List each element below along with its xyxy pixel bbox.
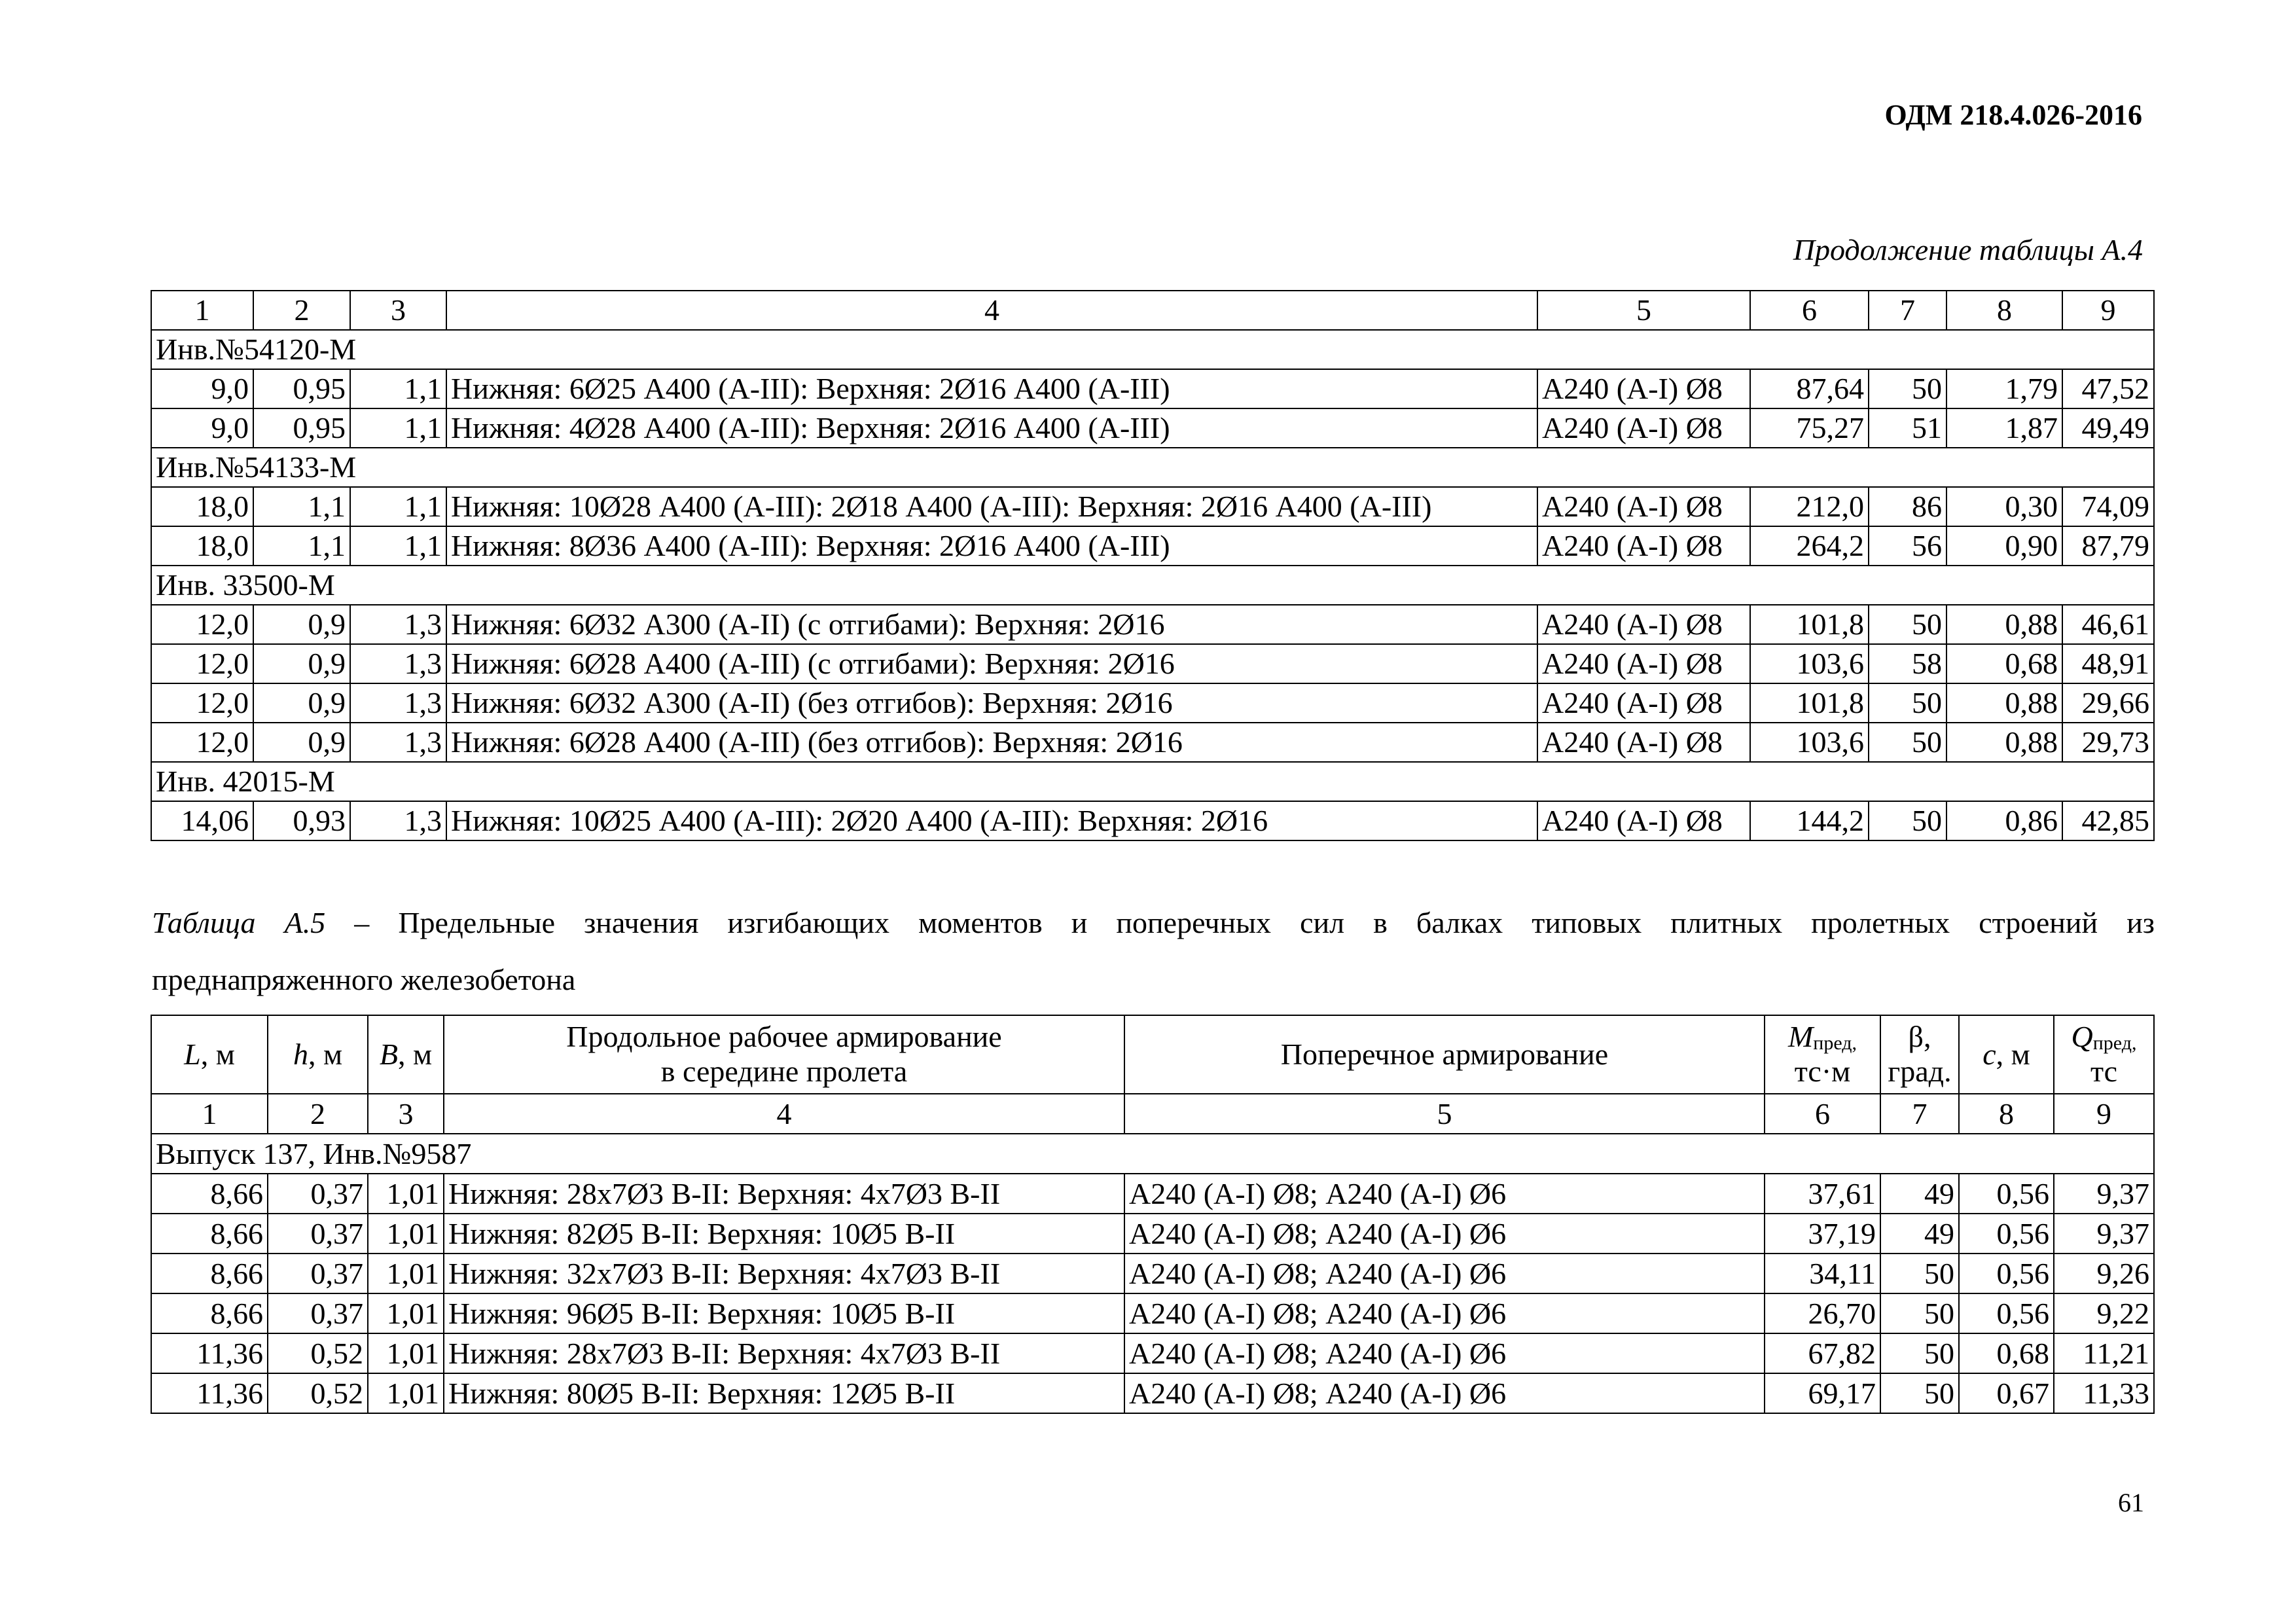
column-number: 7 xyxy=(1880,1094,1959,1134)
table-cell: 11,21 xyxy=(2054,1333,2154,1373)
table-cell: 18,0 xyxy=(151,487,253,526)
column-number: 5 xyxy=(1537,291,1750,330)
table-cell: 49 xyxy=(1880,1214,1959,1254)
table-cell: Нижняя: 28х7Ø3 В-II: Верхняя: 4х7Ø3 В-II xyxy=(444,1174,1124,1214)
table-cell: 144,2 xyxy=(1750,801,1869,840)
table-cell: 0,88 xyxy=(1946,723,2062,762)
table-row xyxy=(151,1333,2154,1373)
table-cell: 29,66 xyxy=(2062,683,2154,723)
header-beta: β, град. xyxy=(1880,1015,1959,1094)
table-cell: 26,70 xyxy=(1765,1293,1880,1333)
column-number: 2 xyxy=(253,291,350,330)
column-number: 8 xyxy=(1946,291,2062,330)
table-cell: 1,01 xyxy=(368,1373,444,1413)
table-cell: 14,06 xyxy=(151,801,253,840)
table-cell: 0,9 xyxy=(253,723,350,762)
header-c: c, м xyxy=(1959,1015,2054,1094)
column-number: 7 xyxy=(1869,291,1946,330)
header-transverse-reinforcement: Поперечное армирование xyxy=(1124,1015,1765,1094)
table-cell: 50 xyxy=(1880,1373,1959,1413)
group-title: Выпуск 137, Инв.№9587 xyxy=(151,1134,2154,1174)
column-number: 2 xyxy=(268,1094,368,1134)
table-cell: Нижняя: 28х7Ø3 В-II: Верхняя: 4х7Ø3 В-II xyxy=(444,1333,1124,1373)
table-cell: 0,56 xyxy=(1959,1214,2054,1254)
table-row xyxy=(151,526,2154,566)
table-a5-caption-line2: преднапряженного железобетона xyxy=(152,963,576,996)
table-cell: 8,66 xyxy=(151,1214,268,1254)
table-cell: Нижняя: 10Ø28 А400 (А-III): 2Ø18 А400 (А-III): Верхняя: 2Ø16 А400 (А-III) xyxy=(446,487,1537,526)
group-title: Инв. 33500-М xyxy=(151,566,2154,605)
column-number: 3 xyxy=(350,291,446,330)
group-title: Инв.№54133-М xyxy=(151,448,2154,487)
table-cell: А240 (А-I) Ø8 xyxy=(1537,408,1750,448)
table-cell: А240 (А-I) Ø8; А240 (А-I) Ø6 xyxy=(1124,1254,1765,1293)
table-cell: 0,9 xyxy=(253,605,350,644)
column-number: 4 xyxy=(446,291,1537,330)
table-cell: 51 xyxy=(1869,408,1946,448)
table-cell: 11,36 xyxy=(151,1373,268,1413)
table-a5-caption-text: – Предельные значения изгибающих моментов и поперечных сил в балках типовых плитных пролетных строений из xyxy=(325,906,2155,939)
table-cell: 50 xyxy=(1869,683,1946,723)
table-cell: 1,01 xyxy=(368,1214,444,1254)
column-number: 9 xyxy=(2062,291,2154,330)
table-row xyxy=(151,605,2154,644)
table-cell: Нижняя: 6Ø28 А400 (А-III) (без отгибов): Верхняя: 2Ø16 xyxy=(446,723,1537,762)
header-M-limit: Mпред, тс·м xyxy=(1765,1015,1880,1094)
table-cell: 9,37 xyxy=(2054,1214,2154,1254)
table-cell: 47,52 xyxy=(2062,369,2154,408)
table-row xyxy=(151,487,2154,526)
table-cell: 49 xyxy=(1880,1174,1959,1214)
table-a5-caption xyxy=(152,905,2155,940)
table-row xyxy=(151,644,2154,683)
table-cell: 12,0 xyxy=(151,644,253,683)
table-cell: 46,61 xyxy=(2062,605,2154,644)
table-cell: А240 (А-I) Ø8 xyxy=(1537,369,1750,408)
table-cell: 1,79 xyxy=(1946,369,2062,408)
table-cell: А240 (А-I) Ø8 xyxy=(1537,801,1750,840)
table-cell: 103,6 xyxy=(1750,723,1869,762)
table-cell: Нижняя: 96Ø5 В-II: Верхняя: 10Ø5 В-II xyxy=(444,1293,1124,1333)
table-cell: 1,1 xyxy=(253,526,350,566)
group-row xyxy=(151,762,2154,801)
table-cell: 18,0 xyxy=(151,526,253,566)
column-number: 1 xyxy=(151,291,253,330)
table-cell: 1,1 xyxy=(350,487,446,526)
table-cell: Нижняя: 4Ø28 А400 (А-III): Верхняя: 2Ø16 А400 (А-III) xyxy=(446,408,1537,448)
table-a5 xyxy=(151,1015,2155,1414)
table-cell: 34,11 xyxy=(1765,1254,1880,1293)
table-cell: Нижняя: 6Ø32 А300 (А-II) (с отгибами): Верхняя: 2Ø16 xyxy=(446,605,1537,644)
table-cell: 8,66 xyxy=(151,1293,268,1333)
table-row xyxy=(151,1373,2154,1413)
header-B: B, м xyxy=(368,1015,444,1094)
table-cell: Нижняя: 6Ø32 А300 (А-II) (без отгибов): Верхняя: 2Ø16 xyxy=(446,683,1537,723)
table-cell: 9,22 xyxy=(2054,1293,2154,1333)
table-cell: 0,95 xyxy=(253,408,350,448)
table-cell: 1,1 xyxy=(350,526,446,566)
table-cell: 29,73 xyxy=(2062,723,2154,762)
table-cell: Нижняя: 82Ø5 В-II: Верхняя: 10Ø5 В-II xyxy=(444,1214,1124,1254)
table-cell: Нижняя: 10Ø25 А400 (А-III): 2Ø20 А400 (А-III): Верхняя: 2Ø16 xyxy=(446,801,1537,840)
table-cell: 0,9 xyxy=(253,683,350,723)
table-cell: Нижняя: 6Ø28 А400 (А-III) (с отгибами): Верхняя: 2Ø16 xyxy=(446,644,1537,683)
table-cell: 0,86 xyxy=(1946,801,2062,840)
table-cell: 50 xyxy=(1869,605,1946,644)
column-number: 6 xyxy=(1750,291,1869,330)
table-cell: Нижняя: 32х7Ø3 В-II: Верхняя: 4х7Ø3 В-II xyxy=(444,1254,1124,1293)
table-cell: 1,01 xyxy=(368,1333,444,1373)
table-cell: 8,66 xyxy=(151,1254,268,1293)
table-cell: 0,68 xyxy=(1959,1333,2054,1373)
table-continuation-caption: Продолжение таблицы А.4 xyxy=(1793,233,2143,266)
column-number: 9 xyxy=(2054,1094,2154,1134)
table-cell: А240 (А-I) Ø8 xyxy=(1537,723,1750,762)
table-cell: Нижняя: 80Ø5 В-II: Верхняя: 12Ø5 В-II xyxy=(444,1373,1124,1413)
table-cell: 75,27 xyxy=(1750,408,1869,448)
table-cell: 48,91 xyxy=(2062,644,2154,683)
column-number: 1 xyxy=(151,1094,268,1134)
table-cell: 56 xyxy=(1869,526,1946,566)
table-cell: 0,9 xyxy=(253,644,350,683)
table-cell: А240 (А-I) Ø8 xyxy=(1537,644,1750,683)
table-cell: 0,56 xyxy=(1959,1254,2054,1293)
header-longitudinal-reinforcement: Продольное рабочее армирование в середине пролета xyxy=(444,1015,1124,1094)
header-h: h, м xyxy=(268,1015,368,1094)
table-cell: 101,8 xyxy=(1750,683,1869,723)
column-number-row xyxy=(151,1094,2154,1134)
table-cell: А240 (А-I) Ø8; А240 (А-I) Ø6 xyxy=(1124,1373,1765,1413)
table-cell: 11,33 xyxy=(2054,1373,2154,1413)
table-a5-label: Таблица А.5 xyxy=(152,906,326,939)
table-cell: 50 xyxy=(1869,369,1946,408)
table-cell: 1,3 xyxy=(350,801,446,840)
table-cell: 0,30 xyxy=(1946,487,2062,526)
table-cell: А240 (А-I) Ø8; А240 (А-I) Ø6 xyxy=(1124,1333,1765,1373)
table-cell: 0,56 xyxy=(1959,1174,2054,1214)
table-row xyxy=(151,723,2154,762)
table-row xyxy=(151,683,2154,723)
table-cell: 50 xyxy=(1880,1293,1959,1333)
table-cell: 0,88 xyxy=(1946,683,2062,723)
table-row xyxy=(151,369,2154,408)
table-cell: 1,1 xyxy=(350,408,446,448)
header-Q-limit: Qпред, тс xyxy=(2054,1015,2154,1094)
group-row xyxy=(151,1134,2154,1174)
table-row xyxy=(151,1174,2154,1214)
table-cell: 1,3 xyxy=(350,605,446,644)
table-cell: 12,0 xyxy=(151,605,253,644)
table-cell: 9,0 xyxy=(151,408,253,448)
table-cell: А240 (А-I) Ø8 xyxy=(1537,487,1750,526)
table-a4-continuation xyxy=(151,290,2155,841)
table-cell: А240 (А-I) Ø8; А240 (А-I) Ø6 xyxy=(1124,1174,1765,1214)
column-number: 3 xyxy=(368,1094,444,1134)
table-cell: 37,19 xyxy=(1765,1214,1880,1254)
table-cell: 50 xyxy=(1880,1333,1959,1373)
table-cell: 101,8 xyxy=(1750,605,1869,644)
table-cell: 8,66 xyxy=(151,1174,268,1214)
table-cell: 9,26 xyxy=(2054,1254,2154,1293)
table-cell: 67,82 xyxy=(1765,1333,1880,1373)
group-row xyxy=(151,448,2154,487)
table-cell: 9,37 xyxy=(2054,1174,2154,1214)
table-cell: 1,87 xyxy=(1946,408,2062,448)
table-cell: 11,36 xyxy=(151,1333,268,1373)
group-title: Инв.№54120-М xyxy=(151,330,2154,369)
header-L: L, м xyxy=(151,1015,268,1094)
table-cell: 0,68 xyxy=(1946,644,2062,683)
table-cell: Нижняя: 8Ø36 А400 (А-III): Верхняя: 2Ø16 А400 (А-III) xyxy=(446,526,1537,566)
table-cell: 86 xyxy=(1869,487,1946,526)
table-cell: 1,3 xyxy=(350,683,446,723)
table-cell: 12,0 xyxy=(151,683,253,723)
table-cell: 1,01 xyxy=(368,1174,444,1214)
group-row xyxy=(151,566,2154,605)
table-cell: 0,52 xyxy=(268,1373,368,1413)
document-code: ОДМ 218.4.026-2016 xyxy=(1884,99,2142,131)
table-cell: 69,17 xyxy=(1765,1373,1880,1413)
table-row xyxy=(151,1254,2154,1293)
table-cell: 58 xyxy=(1869,644,1946,683)
table-cell: 0,56 xyxy=(1959,1293,2054,1333)
table-cell: 12,0 xyxy=(151,723,253,762)
table-cell: 37,61 xyxy=(1765,1174,1880,1214)
table-a4-body xyxy=(151,291,2154,840)
group-row xyxy=(151,330,2154,369)
table-cell: 50 xyxy=(1869,723,1946,762)
table-row xyxy=(151,1293,2154,1333)
table-cell: 0,95 xyxy=(253,369,350,408)
table-cell: 0,37 xyxy=(268,1293,368,1333)
table-cell: 0,88 xyxy=(1946,605,2062,644)
table-cell: 9,0 xyxy=(151,369,253,408)
table-cell: 0,93 xyxy=(253,801,350,840)
table-a5-body xyxy=(151,1094,2154,1413)
table-cell: 1,01 xyxy=(368,1293,444,1333)
table-cell: 0,52 xyxy=(268,1333,368,1373)
table-cell: А240 (А-I) Ø8; А240 (А-I) Ø6 xyxy=(1124,1214,1765,1254)
table-cell: А240 (А-I) Ø8 xyxy=(1537,605,1750,644)
column-number: 8 xyxy=(1959,1094,2054,1134)
table-cell: Нижняя: 6Ø25 А400 (А-III): Верхняя: 2Ø16 А400 (А-III) xyxy=(446,369,1537,408)
table-cell: А240 (А-I) Ø8 xyxy=(1537,526,1750,566)
table-cell: 103,6 xyxy=(1750,644,1869,683)
table-cell: 1,1 xyxy=(253,487,350,526)
column-number: 5 xyxy=(1124,1094,1765,1134)
table-cell: 0,37 xyxy=(268,1254,368,1293)
column-number: 6 xyxy=(1765,1094,1880,1134)
table-row xyxy=(151,801,2154,840)
table-cell: 42,85 xyxy=(2062,801,2154,840)
table-cell: 1,1 xyxy=(350,369,446,408)
column-number-row xyxy=(151,291,2154,330)
table-cell: 50 xyxy=(1880,1254,1959,1293)
table-cell: 50 xyxy=(1869,801,1946,840)
table-cell: 212,0 xyxy=(1750,487,1869,526)
table-cell: 0,37 xyxy=(268,1174,368,1214)
table-cell: 49,49 xyxy=(2062,408,2154,448)
table-cell: А240 (А-I) Ø8 xyxy=(1537,683,1750,723)
table-cell: 74,09 xyxy=(2062,487,2154,526)
table-row xyxy=(151,1214,2154,1254)
table-cell: 0,37 xyxy=(268,1214,368,1254)
column-number: 4 xyxy=(444,1094,1124,1134)
table-cell: 1,3 xyxy=(350,644,446,683)
table-cell: 87,64 xyxy=(1750,369,1869,408)
table-cell: 1,01 xyxy=(368,1254,444,1293)
table-cell: 0,67 xyxy=(1959,1373,2054,1413)
group-title: Инв. 42015-М xyxy=(151,762,2154,801)
table-cell: 87,79 xyxy=(2062,526,2154,566)
table-cell: 1,3 xyxy=(350,723,446,762)
table-row xyxy=(151,408,2154,448)
table-cell: А240 (А-I) Ø8; А240 (А-I) Ø6 xyxy=(1124,1293,1765,1333)
table-cell: 0,90 xyxy=(1946,526,2062,566)
table-cell: 264,2 xyxy=(1750,526,1869,566)
page-number: 61 xyxy=(2118,1488,2144,1517)
table-a5-header-row xyxy=(151,1015,2154,1094)
